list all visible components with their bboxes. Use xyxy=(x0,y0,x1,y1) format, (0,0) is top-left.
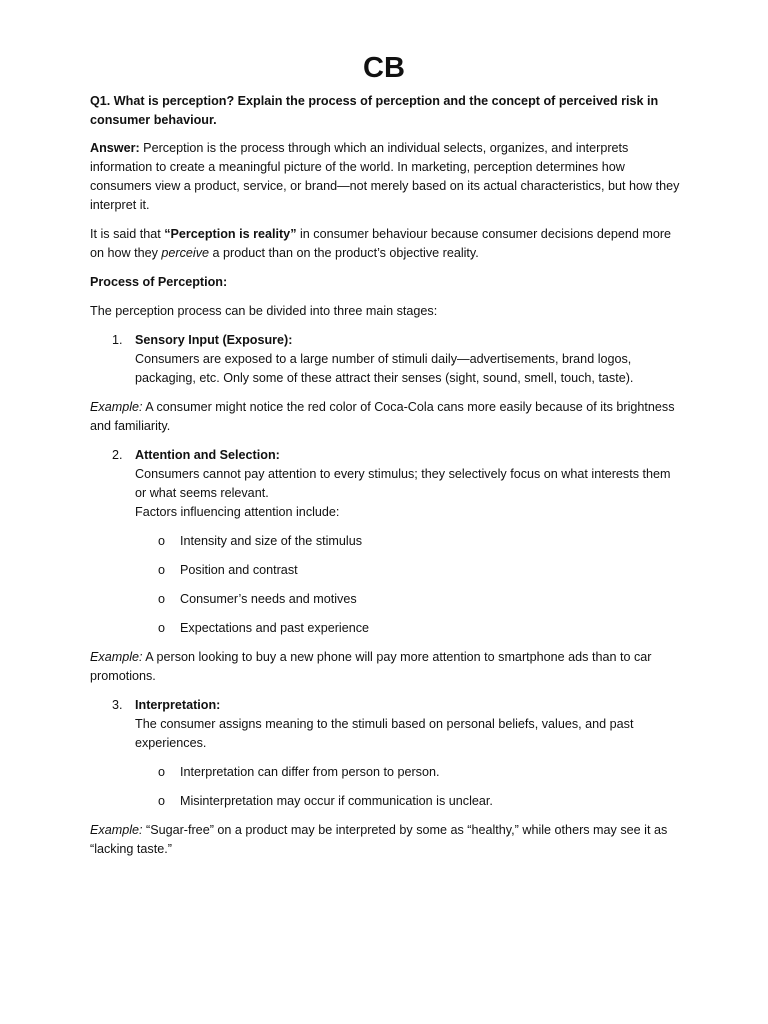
process-heading-text: Process of Perception: xyxy=(90,275,228,289)
step-line: Consumers cannot pay attention to every stimulus; they selectively focus on what interests them or what seems relevant. xyxy=(135,467,671,500)
step-number: 2. xyxy=(112,448,123,462)
process-heading xyxy=(90,273,680,292)
bullet-text: Intensity and size of the stimulus xyxy=(180,534,363,548)
step-line: The consumer assigns meaning to the stimuli based on personal beliefs, values, and past experiences. xyxy=(135,717,634,750)
bullet-marker: o xyxy=(158,563,166,577)
bullet-list xyxy=(90,532,680,638)
step-line: Factors influencing attention include: xyxy=(135,505,340,519)
example-text: A person looking to buy a new phone will pay more attention to smartphone ads than to car promotions. xyxy=(90,650,652,683)
document-body xyxy=(90,92,680,869)
example-label: Example: xyxy=(90,400,143,414)
step-item xyxy=(90,446,680,522)
step-heading: Sensory Input (Exposure): xyxy=(135,333,293,347)
example-label: Example: xyxy=(90,650,143,664)
step-line: Consumers are exposed to a large number of stimuli daily—advertisements, brand logos, packaging, etc. Only some of these attract their senses (sight, sound, smell, touch, taste). xyxy=(135,352,634,385)
bullet-marker: o xyxy=(158,534,166,548)
reality-paragraph xyxy=(90,225,680,263)
question-heading: Q1. What is perception? Explain the process of perception and the concept of perceived risk in consumer behaviour. xyxy=(90,94,659,127)
bullet-text: Expectations and past experience xyxy=(180,621,370,635)
step-number: 3. xyxy=(112,698,123,712)
bullet-item xyxy=(90,590,680,609)
reality-mid: in consumer behaviour because consumer decisions depend more on how they xyxy=(90,227,672,260)
bullet-marker: o xyxy=(158,621,166,635)
example-paragraph xyxy=(90,398,680,436)
bullet-item xyxy=(90,619,680,638)
reality-pre: It is said that xyxy=(90,227,165,241)
bullet-item xyxy=(90,561,680,580)
bullet-text: Misinterpretation may occur if communication is unclear. xyxy=(180,794,493,808)
reality-quote: “Perception is reality” xyxy=(164,227,297,241)
answer-paragraph xyxy=(90,139,680,215)
example-label: Example: xyxy=(90,823,143,837)
bullet-text: Position and contrast xyxy=(180,563,298,577)
step-item xyxy=(90,331,680,388)
answer-text: Perception is the process through which an individual selects, organizes, and interprets information to create a meaningful picture of the world. In marketing, perception determines how consumers view a product, service, or brand—not merely based on its actual characteristics, but how they interpret it. xyxy=(90,141,680,212)
bullet-item xyxy=(90,763,680,782)
bullet-text: Consumer’s needs and motives xyxy=(180,592,357,606)
example-paragraph xyxy=(90,821,680,859)
reality-emphasis: perceive xyxy=(161,246,210,260)
example-paragraph xyxy=(90,648,680,686)
example-text: “Sugar-free” on a product may be interpreted by some as “healthy,” while others may see it as “lacking taste.” xyxy=(90,823,668,856)
step-item xyxy=(90,696,680,753)
process-intro: The perception process can be divided into three main stages: xyxy=(90,304,438,318)
answer-label: Answer: xyxy=(90,141,140,155)
bullet-item xyxy=(90,792,680,811)
document-title: CB xyxy=(363,52,405,84)
bullet-marker: o xyxy=(158,592,166,606)
step-heading: Attention and Selection: xyxy=(135,448,280,462)
step-heading: Interpretation: xyxy=(135,698,221,712)
example-text: A consumer might notice the red color of Coca-Cola cans more easily because of its brightness and familiarity. xyxy=(90,400,675,433)
reality-post: a product than on the product’s objective reality. xyxy=(209,246,479,260)
bullet-marker: o xyxy=(158,765,166,779)
step-number: 1. xyxy=(112,333,123,347)
bullet-marker: o xyxy=(158,794,166,808)
bullet-list xyxy=(90,763,680,811)
bullet-text: Interpretation can differ from person to person. xyxy=(180,765,440,779)
steps-container xyxy=(90,331,680,859)
bullet-item xyxy=(90,532,680,551)
